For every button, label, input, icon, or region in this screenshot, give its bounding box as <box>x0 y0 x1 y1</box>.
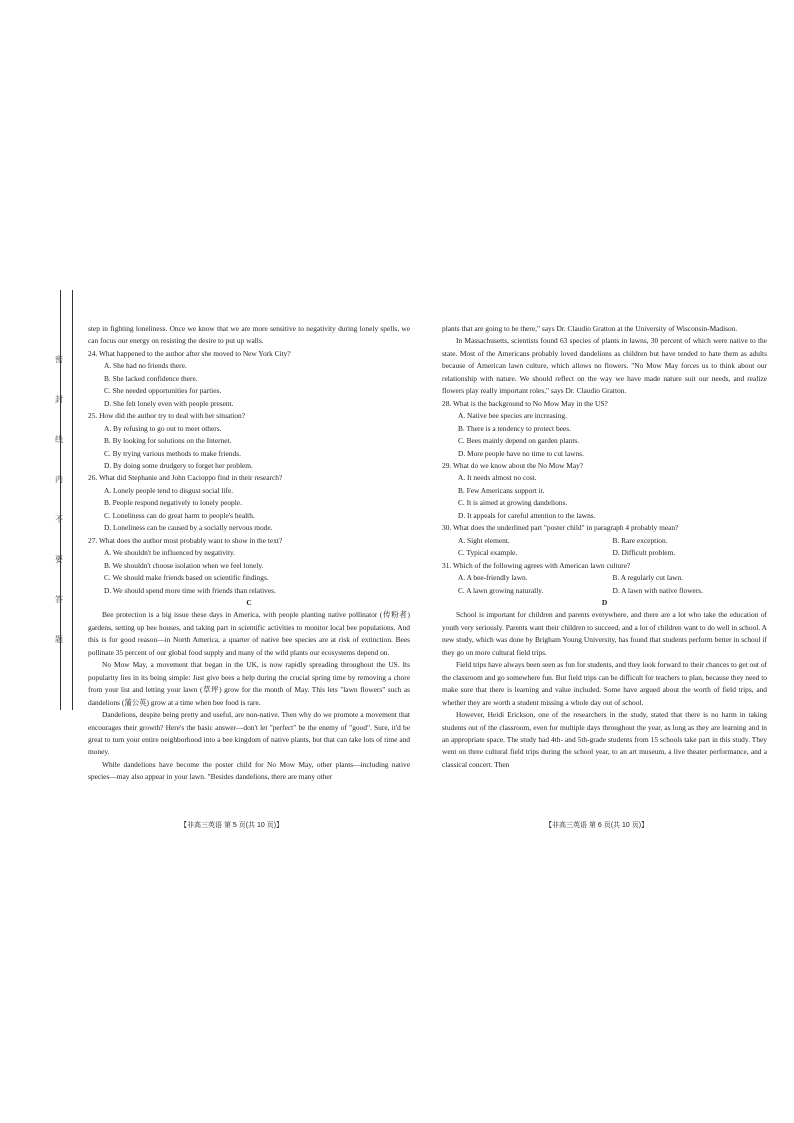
option: D. She felt lonely even with people present. <box>104 398 234 408</box>
question-31-stem: 31. Which of the following agrees with American lawn culture? <box>442 560 631 570</box>
option: D. We should spend more time with friends than relatives. <box>104 585 276 595</box>
seal-mark: 不 <box>55 515 63 524</box>
seal-mark: 密 <box>55 355 63 364</box>
paragraph: However, Heidi Erickson, one of the researchers in the study, stated that there is no harm in taking students out of the classroom, even for multiple days throughout the year, as long as they are learning and in an appropriate space. The study had 4th- and 5th-grade students from 15 schools take part in this study. They went on three cultural field trips during the school year, to an art museum, a live theater performance, and a classical concert. Then <box>442 710 767 769</box>
question-stem: 26. What did Stephanie and John Cacioppo find in their research? <box>88 473 283 483</box>
section-d-heading: D <box>601 597 608 607</box>
option: C. Loneliness can do great harm to people's health. <box>104 510 255 520</box>
question-stem: 24. What happened to the author after she moved to New York City? <box>88 348 291 358</box>
paragraph: Bee protection is a big issue these days in America, with people planting native pollinator (传粉者) gardens, setting up bee houses, and taking part in scientific activities to monitor local bee populations. And this is for good reason—in North America, a quarter of native bee species are at risk of extinction. Bees pollinate 35 percent of our global food supply and many of the wild plants our ecosystems depend on. <box>88 610 410 657</box>
seal-mark: 要 <box>55 555 63 564</box>
question-stem: 25. How did the author try to deal with her situation? <box>88 411 246 421</box>
option: C. She needed opportunities for parties. <box>104 386 222 396</box>
paragraph: School is important for children and parents everywhere, and there are a lot who take the education of youth very seriously. Parents want their children to succeed, and a lot of children want to do well in school. A new study, which was done by Brigham Young University, has found that students perform better in school if they go on more cultural field trips. <box>442 610 767 657</box>
option: B. We shouldn't choose isolation when we feel lonely. <box>104 560 264 570</box>
option: B. By looking for solutions on the Internet. <box>104 436 232 446</box>
option: B. A regularly cut lawn. <box>612 573 684 583</box>
option: A. She had no friends there. <box>104 361 187 371</box>
option: D. It appeals for careful attention to the lawns. <box>458 510 596 520</box>
option: C. Typical example. <box>458 548 518 558</box>
questions-28-29 <box>442 398 767 523</box>
seal-mark: 封 <box>55 395 63 404</box>
seal-mark: 答 <box>55 595 63 604</box>
option: A. We shouldn't be influenced by negativity. <box>104 548 236 558</box>
option: C. A lawn growing naturally. <box>458 585 544 595</box>
seal-mark: 内 <box>55 475 63 484</box>
seal-line-marks <box>55 355 67 675</box>
option: B. There is a tendency to protect bees. <box>458 423 571 433</box>
paragraph: Field trips have always been seen as fun for students, and they look forward to their chances to get out of the classroom and go somewhere fun. But field trips can be difficult for teachers to plan, because they need to make sure that there is learning and value included. Some have argued about the worth of field trips, and whether they are worth a student missing a whole day out of school. <box>442 660 767 707</box>
passage-c <box>88 609 410 783</box>
option: D. More people have no time to cut lawns. <box>458 448 585 458</box>
left-page-column <box>88 323 410 784</box>
question-30-stem: 30. What does the underlined part "poster child" in paragraph 4 probably mean? <box>442 523 679 533</box>
passage-d <box>442 609 767 771</box>
question-30-options-row <box>458 535 767 547</box>
passage-b-end: step in fighting loneliness. Once we know that we are more sensitive to negativity during lonely spells, we can focus our energy on resisting the desire to put up walls. <box>88 324 410 346</box>
option: A. Lonely people tend to disgust social life. <box>104 485 234 495</box>
question-31-options-row <box>458 585 767 597</box>
option: A. Sight element. <box>458 535 510 545</box>
paragraph: Dandelions, despite being pretty and useful, are non-native. Then why do we promote a movement that encourages their growth? Here's the basic answer—don't let "perfect" be the enemy of "good". Sure, it'd be great to turn your entire neighborhood into a bee kingdom of native plants, but that can take lots of time and money. <box>88 710 410 757</box>
question-stem: 29. What do we know about the No Mow May? <box>442 460 584 470</box>
page-footer-right: 【非高三英语 第 6 页(共 10 页)】 <box>545 822 649 829</box>
option: A. A bee-friendly lawn. <box>458 573 528 583</box>
seal-mark: 题 <box>55 635 63 644</box>
paragraph: While dandelions have become the poster child for No Mow May, other plants—including native species—may also appear in your lawn. "Besides dandelions, there are many other <box>88 759 410 782</box>
right-page-column <box>442 323 767 771</box>
question-30-options-row <box>458 547 767 559</box>
paragraph: No Mow May, a movement that began in the UK, is now rapidly spreading throughout the US. Its popularity lies in its being simple: Just give bees a help during the crucial spring time by removing a chore from your list and letting your lawn (草坪) grow for the month of May. This lets "lawn flowers" such as dandelions (蒲公英) grow at a time when bee food is rare. <box>88 660 410 707</box>
page-footer-left: 【非高三英语 第 5 页(共 10 页)】 <box>180 822 284 829</box>
option: D. Difficult problem. <box>612 548 676 558</box>
option: B. Few Americans support it. <box>458 485 545 495</box>
passage-c-cont-line: plants that are going to be there," says Dr. Claudio Gratton at the University of Wisconsin-Madison. <box>442 324 738 333</box>
option: C. Bees mainly depend on garden plants. <box>458 436 580 446</box>
question-stem: 28. What is the background to No Mow May in the US? <box>442 398 608 408</box>
option: C. By trying various methods to make friends. <box>104 448 241 458</box>
option: B. Rare exception. <box>612 535 668 545</box>
option: D. A lawn with native flowers. <box>612 585 704 595</box>
questions-24-27 <box>88 348 410 597</box>
binding-line <box>72 290 73 710</box>
option: B. She lacked confidence there. <box>104 373 198 383</box>
section-c-heading: C <box>246 597 252 607</box>
question-stem: 27. What does the author most probably want to show in the text? <box>88 535 283 545</box>
question-31-options-row <box>458 572 767 584</box>
option: B. People respond negatively to lonely people. <box>104 498 242 508</box>
option: C. We should make friends based on scientific findings. <box>104 573 269 583</box>
option: A. It needs almost no cost. <box>458 473 537 483</box>
option: A. By refusing to go out to meet others. <box>104 423 222 433</box>
passage-c-paragraph: In Massachusetts, scientists found 63 species of plants in lawns, 30 percent of which were native to the state. Most of the Americans probably loved dandelions as children but have tended to hate them as adults because of American lawn culture, which allows no flowers. "No Mow May forces us to think about our relationship with nature. We should reflect on the way we have made nature suit our needs, and realize flowers play really important roles," says Dr. Claudio Gratton. <box>442 336 767 396</box>
option: A. Native bee species are increasing. <box>458 411 567 421</box>
option: D. By doing some drudgery to forget her problem. <box>104 460 253 470</box>
option: D. Loneliness can be caused by a socially nervous mode. <box>104 523 273 533</box>
seal-mark: 线 <box>55 435 63 444</box>
option: C. It is aimed at growing dandelions. <box>458 498 568 508</box>
